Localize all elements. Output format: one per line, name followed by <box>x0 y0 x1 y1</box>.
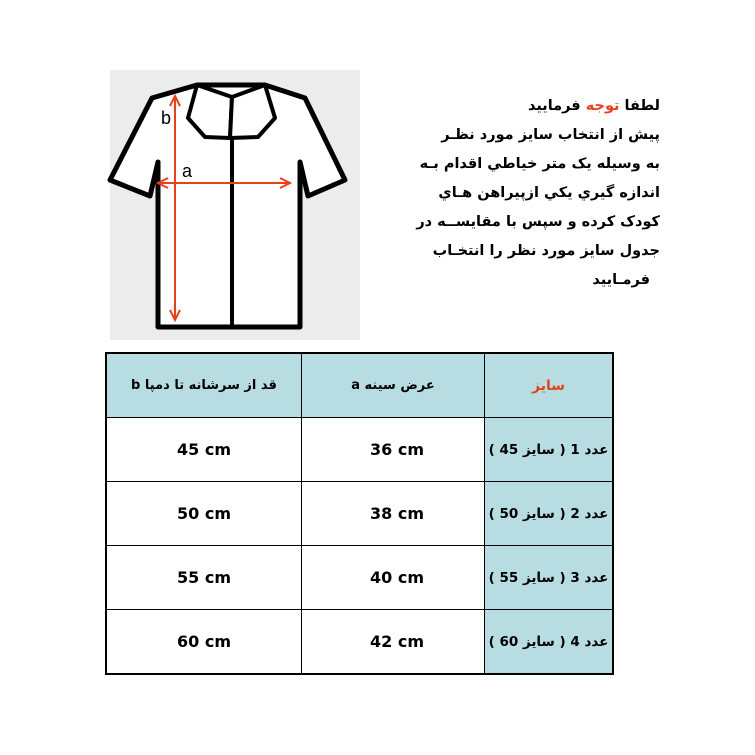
notice-text <box>390 92 660 295</box>
length-cell: 55 cm <box>106 546 302 610</box>
table-row <box>106 610 613 675</box>
size-cell: عدد 1 ( سایز 45 ) <box>485 418 614 482</box>
header-length: قد از سرشانه تا دمپا b <box>106 353 302 418</box>
length-cell: 60 cm <box>106 610 302 675</box>
size-cell: عدد 4 ( سایز 60 ) <box>485 610 614 675</box>
table-header-row <box>106 353 613 418</box>
chest-cell: 36 cm <box>302 418 485 482</box>
label-a: a <box>182 161 193 181</box>
notice-line: اندازه گيري يکي ازپيراهن هـاي <box>438 185 660 201</box>
table-row <box>106 418 613 482</box>
table-row <box>106 546 613 610</box>
notice-line: به وسيله يک متر خياطي اقدام بـه <box>419 156 660 172</box>
chest-cell: 42 cm <box>302 610 485 675</box>
chest-cell: 40 cm <box>302 546 485 610</box>
chest-cell: 38 cm <box>302 482 485 546</box>
header-chest-width: عرض سینه a <box>302 353 485 418</box>
notice-line: فرمـاييد <box>592 272 650 288</box>
notice-heading-accent: توجه <box>585 98 620 114</box>
notice-line: کودک کرده و سپس با مقايســه در <box>416 214 660 230</box>
table-row <box>106 482 613 546</box>
size-table <box>105 352 614 675</box>
length-cell: 50 cm <box>106 482 302 546</box>
notice-line: پيش از انتخاب سايز مورد نظـر <box>441 127 660 143</box>
size-cell: عدد 3 ( سایز 55 ) <box>485 546 614 610</box>
label-b: b <box>161 108 172 128</box>
notice-heading-post: فرمایید <box>527 98 586 114</box>
length-cell: 45 cm <box>106 418 302 482</box>
notice-line: جدول سايز مورد نظر را انتخـاب <box>432 243 660 259</box>
size-cell: عدد 2 ( سایز 50 ) <box>485 482 614 546</box>
header-size: سایز <box>485 353 614 418</box>
notice-heading-pre: لطفا <box>619 98 660 114</box>
notice-heading <box>390 92 660 121</box>
